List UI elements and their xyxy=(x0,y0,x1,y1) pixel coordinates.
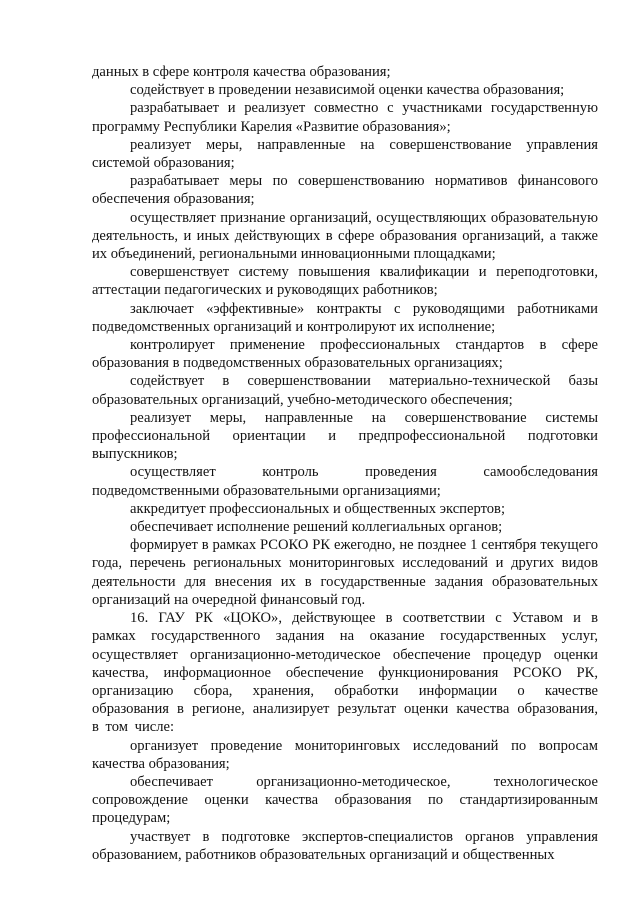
section-16-paragraph: 16. ГАУ РК «ЦОКО», действующее в соответствии с Уставом и в рамках государственного задания на оказание государственных услуг, осуществляет организационно-методическое обеспечение процедур оценки качества, информационное обеспечение функционирования РСОКО РК, организацию сбора, хранения, обработки информации о качестве образования в регионе, анализирует результат оценки качества образования, в том числе: xyxy=(92,610,598,736)
paragraph: осуществляет признание организаций, осуществляющих образовательную деятельность, и иных действующих в сфере образования организаций, а также их объединений, региональными инновационными площадками; xyxy=(92,209,598,263)
paragraph: обеспечивает организационно-методическое, технологическое сопровождение оценки качества образования по стандартизированным процедурам; xyxy=(92,773,598,827)
paragraph: аккредитует профессиональных и общественных экспертов; xyxy=(130,500,505,517)
paragraph: обеспечивает исполнение решений коллегиальных органов; xyxy=(130,519,503,536)
paragraph: осуществляет контроль проведения самообследования подведомственными образовательными организациями; xyxy=(92,464,598,499)
paragraph: содействует в совершенствовании материально-технической базы образовательных организаций, учебно-методического обеспечения; xyxy=(92,373,598,408)
paragraph: контролирует применение профессиональных стандартов в сфере образования в подведомственных образовательных организациях; xyxy=(92,337,598,372)
paragraph: организует проведение мониторинговых исследований по вопросам качества образования; xyxy=(92,737,598,772)
paragraph: участвует в подготовке экспертов-специалистов органов управления образованием, работников образовательных организаций и общественных xyxy=(92,828,598,863)
paragraph: разрабатывает и реализует совместно с участниками государственную программу Республики Карелия «Развитие образования»; xyxy=(92,100,598,135)
paragraph: содействует в проведении независимой оценки качества образования; xyxy=(130,82,565,99)
paragraph: формирует в рамках РСОКО РК ежегодно, не позднее 1 сентября текущего года, перечень региональных мониторинговых исследований и других видов деятельности для внесения их в государственные задания образовательных организаций на очередной финансовый год. xyxy=(92,537,598,608)
document-body xyxy=(92,63,598,864)
paragraph: реализует меры, направленные на совершенствование управления системой образования; xyxy=(92,136,598,172)
paragraph: реализует меры, направленные на совершенствование системы профессиональной ориентации и предпрофессиональной подготовки выпускников; xyxy=(92,409,598,463)
paragraph: заключает «эффективные» контракты с руководящими работниками подведомственных организаций и контролируют их исполнение; xyxy=(92,300,598,335)
paragraph: данных в сфере контроля качества образования; xyxy=(92,64,391,80)
paragraph: совершенствует систему повышения квалификации и переподготовки, аттестации педагогических и руководящих работников; xyxy=(92,264,598,299)
paragraph: разрабатывает меры по совершенствованию нормативов финансового обеспечения образования; xyxy=(92,173,598,208)
